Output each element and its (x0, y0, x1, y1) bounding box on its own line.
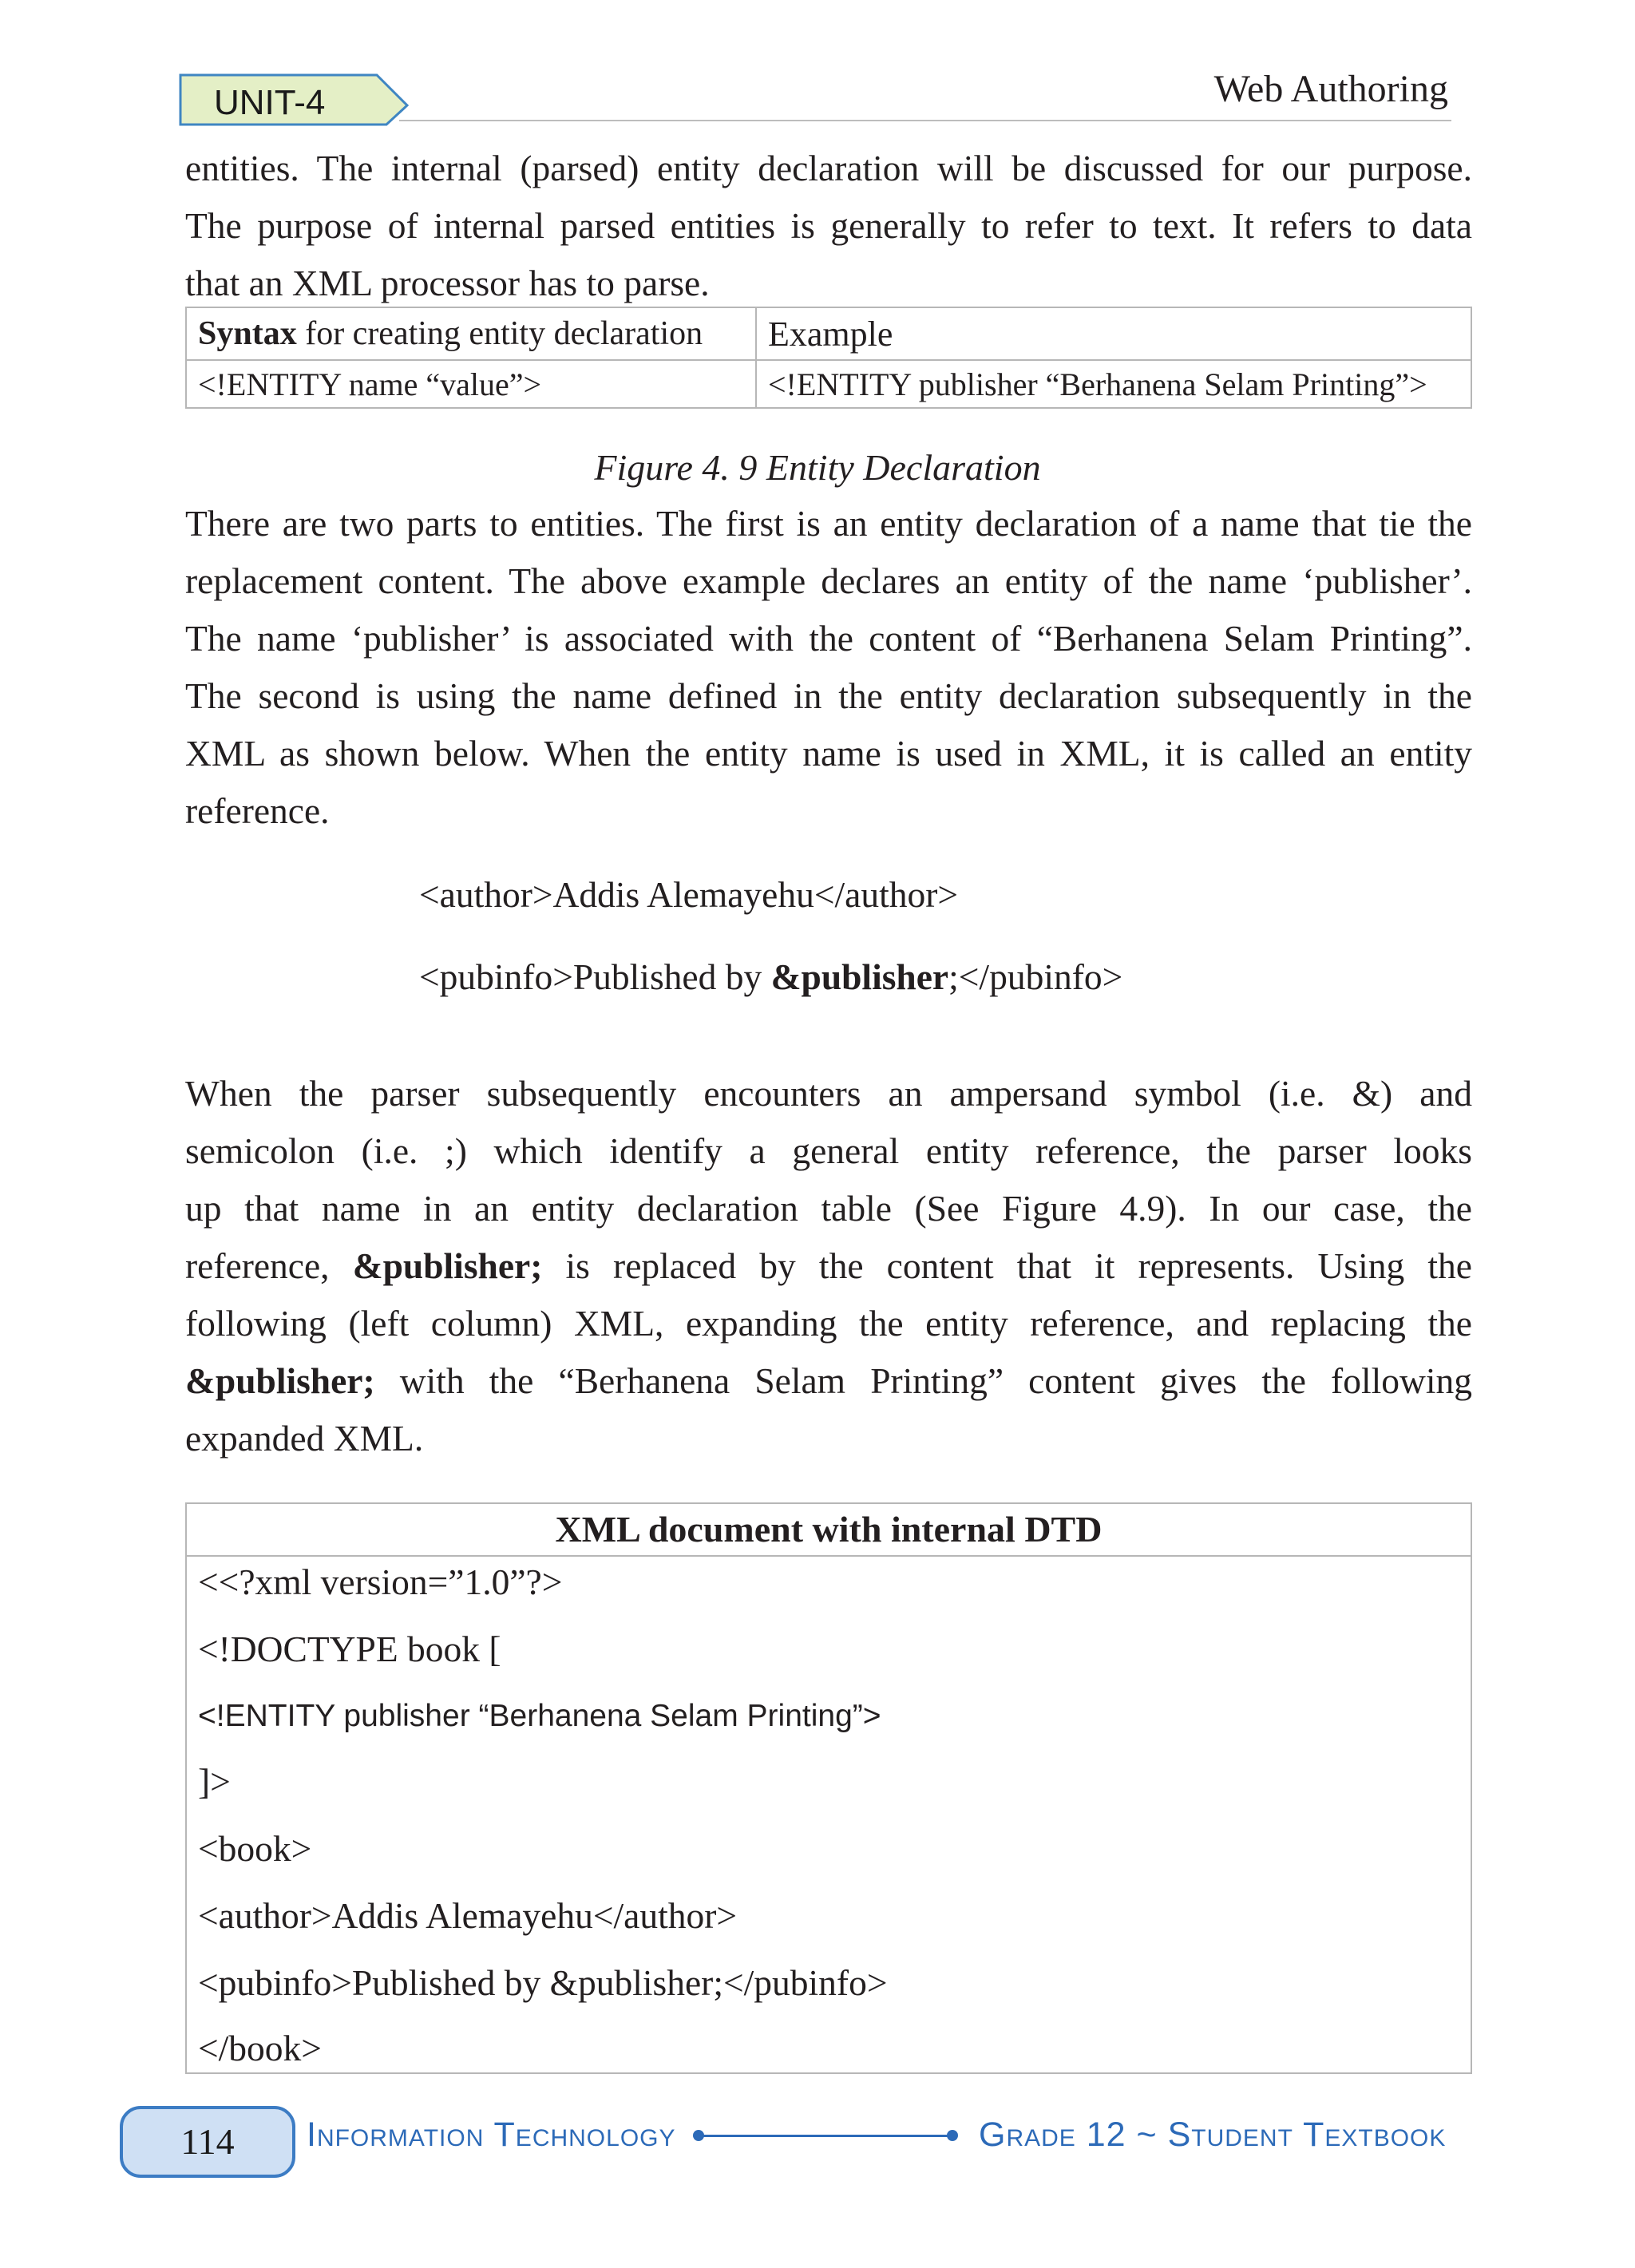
dtd-line: <book> (198, 1828, 312, 1869)
dtd-line: <!ENTITY publisher “Berhanena Selam Printing”> (198, 1699, 881, 1733)
dtd-line: <<?xml version=”1.0”?> (198, 1561, 563, 1602)
text: with the “Berhanena Selam Printing” content gives the following (374, 1360, 1472, 1401)
entity-parts-paragraph (185, 495, 1472, 840)
intro-line: entities. The internal (parsed) entity declaration will be discussed for our purpose. (185, 148, 1472, 188)
paragraph-line: There are two parts to entities. The first is an entity declaration of a name that tie the (185, 503, 1472, 544)
footer-left-title: Information Technology (307, 2116, 676, 2154)
code-text: <pubinfo>Published by (419, 956, 771, 997)
text: reference, (185, 1245, 353, 1286)
syntax-value-cell: <!ENTITY name “value”> (186, 360, 756, 408)
footer-divider (699, 2135, 952, 2137)
code-text: ;</pubinfo> (948, 956, 1123, 997)
unit-label: UNIT-4 (214, 83, 326, 122)
entity-reference: &publisher; (185, 1360, 375, 1401)
dtd-line: </book> (198, 2028, 322, 2068)
code-example-author: <author>Addis Alemayehu</author> (419, 874, 959, 915)
dtd-line: <author>Addis Alemayehu</author> (198, 1895, 738, 1936)
paragraph-line: following (left column) XML, expanding the entity reference, and replacing the (185, 1303, 1472, 1344)
syntax-header-text: for creating entity declaration (296, 315, 703, 352)
paragraph-line: XML as shown below. When the entity name is used in XML, it is called an entity (185, 733, 1472, 774)
paragraph-line: When the parser subsequently encounters an ampersand symbol (i.e. &) and (185, 1073, 1472, 1114)
intro-line: that an XML processor has to parse. (185, 263, 710, 303)
example-header-cell: Example (756, 307, 1471, 360)
xml-dtd-table (185, 1502, 1472, 2074)
paragraph-line: semicolon (i.e. ;) which identify a general entity reference, the parser looks (185, 1130, 1472, 1171)
header-section-title: Web Authoring (1213, 68, 1448, 110)
intro-line: The purpose of internal parsed entities is generally to refer to text. It refers to data (185, 205, 1472, 246)
header-divider (399, 120, 1451, 121)
text: is replaced by the content that it represents. Using the (542, 1245, 1472, 1286)
table-header-row (186, 307, 1471, 360)
page-number: 114 (120, 2106, 295, 2178)
entity-reference: &publisher; (352, 1245, 543, 1286)
syntax-header-bold: Syntax (198, 315, 297, 352)
paragraph-line: expanded XML. (185, 1418, 424, 1459)
paragraph-line (185, 1237, 1472, 1295)
paragraph-line: replacement content. The above example declares an entity of the name ‘publisher’. (185, 560, 1472, 601)
syntax-header-cell (186, 307, 756, 360)
dtd-line: ]> (198, 1761, 231, 1802)
parser-paragraph (185, 1065, 1472, 1467)
paragraph-line: reference. (185, 790, 330, 831)
paragraph-line: The second is using the name defined in the entity declaration subsequently in the (185, 675, 1472, 716)
table-row (186, 360, 1471, 408)
paragraph-line (185, 1352, 1472, 1410)
paragraph-line: up that name in an entity declaration table (See Figure 4.9). In our case, the (185, 1188, 1472, 1229)
paragraph-line: The name ‘publisher’ is associated with the content of “Berhanena Selam Printing”. (185, 618, 1472, 659)
entity-syntax-table (185, 307, 1472, 409)
dtd-line: <!DOCTYPE book [ (198, 1629, 501, 1669)
figure-caption: Figure 4. 9 Entity Declaration (594, 447, 1041, 488)
entity-reference: &publisher (770, 956, 949, 997)
dtd-table-heading: XML document with internal DTD (187, 1504, 1471, 1557)
intro-paragraph (185, 140, 1472, 312)
dtd-line: <pubinfo>Published by &publisher;</pubinfo> (198, 1962, 888, 2003)
example-value-cell: <!ENTITY publisher “Berhanena Selam Printing”> (756, 360, 1471, 408)
code-example-pubinfo (419, 953, 1122, 1001)
footer-dot (947, 2130, 958, 2141)
footer-right-title: Grade 12 ~ Student Textbook (979, 2116, 1447, 2154)
